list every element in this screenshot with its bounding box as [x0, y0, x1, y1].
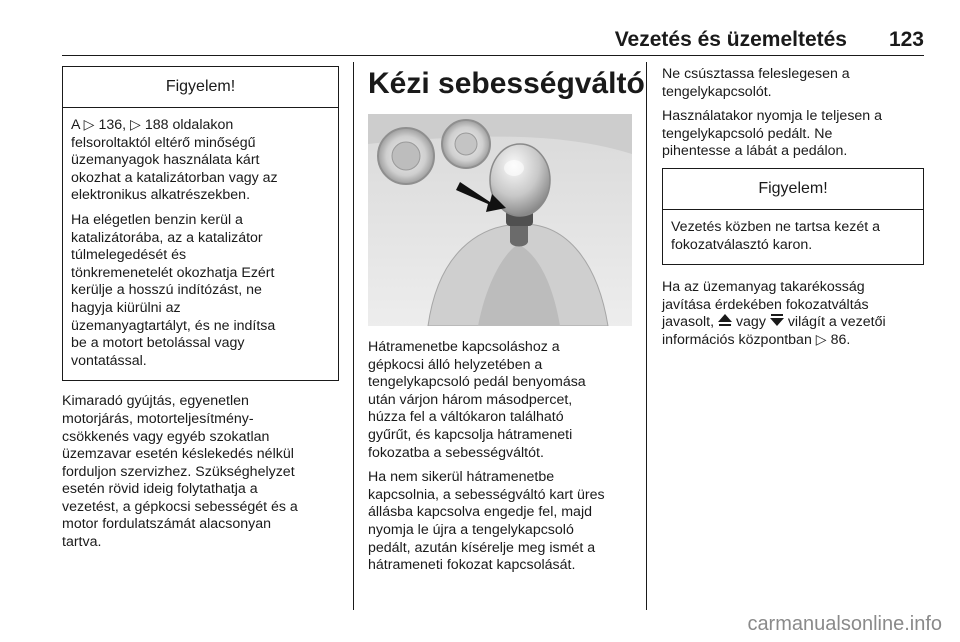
- body-paragraph-shift-indicator: [662, 279, 924, 349]
- text-fragment: vagy: [735, 314, 766, 331]
- text-line: vezetést, a gépkocsi sebességét és a: [62, 498, 298, 515]
- notice-box-selector: [662, 168, 924, 265]
- text-fragment: világít a vezetői: [787, 314, 886, 331]
- text-line: Ha elégetlen benzin kerül a: [71, 211, 243, 228]
- header-rule: [62, 55, 924, 56]
- body-paragraph-reverse: [368, 339, 636, 462]
- text-line: pedált, azután kísérelje meg ismét a: [368, 539, 596, 556]
- notice-paragraph: [671, 219, 915, 254]
- text-line: be a motort betolással vagy: [71, 335, 245, 352]
- text-line: húzza fel a váltókaron található: [368, 409, 564, 426]
- notice-title: Figyelem!: [63, 67, 338, 108]
- text-line: Hátramenetbe kapcsoláshoz a: [368, 339, 560, 355]
- text-line: [662, 314, 924, 332]
- text-line: tönkremenetelét okozhatja Ezért: [71, 264, 275, 281]
- text-line: okozhat a katalizátorban vagy az: [71, 169, 278, 186]
- text-line: fokozatválasztó karon.: [671, 236, 813, 253]
- text-line: Ne csúsztassa feleslegesen a: [662, 66, 850, 82]
- text-line: motor fordulatszámát alacsonyan: [62, 516, 271, 533]
- body-paragraph-pedal: [662, 108, 924, 161]
- page-number: 123: [888, 28, 924, 51]
- text-line: gyűrűt, és kapcsolja hátrameneti: [368, 426, 573, 443]
- right-column: [662, 66, 924, 357]
- page-header: [0, 0, 960, 62]
- notice-paragraph-1: [71, 117, 330, 205]
- text-line: nyomja le újra a tengelykapcsoló: [368, 521, 574, 538]
- text-line: üzemanyagok használata kárt: [71, 152, 260, 169]
- text-line: motorjárás, motorteljesítmény-: [62, 410, 254, 427]
- watermark: carmanualsonline.info: [747, 613, 942, 635]
- text-line: tartva.: [62, 534, 102, 551]
- text-line: Kimaradó gyújtás, egyenetlen: [62, 393, 249, 410]
- shift-up-icon: [718, 314, 732, 327]
- text-line: üzemzavar esetén késlekedés nélkül: [62, 446, 294, 463]
- text-line: elektronikus alkatrészekben.: [71, 187, 251, 204]
- text-line: üzemanyagtartályt, és ne indítsa: [71, 317, 276, 334]
- middle-column: [368, 339, 636, 582]
- text-line: tengelykapcsoló pedált. Ne: [662, 125, 833, 142]
- shift-down-icon: [770, 314, 784, 327]
- body-paragraph-clutch: [662, 66, 924, 101]
- text-line: esetén rövid ideig folytathatja a: [62, 481, 258, 498]
- text-line: információs központban ▷ 86.: [662, 331, 851, 348]
- notice-body: [63, 108, 338, 380]
- text-line: után várjon három másodpercet,: [368, 391, 573, 408]
- gear-shift-lever-image: [368, 114, 632, 326]
- text-line: javítása érdekében fokozatváltás: [662, 296, 869, 313]
- text-line: hagyja kiürülni az: [71, 299, 181, 316]
- text-line: csökkenés vagy egyéb szokatlan: [62, 428, 270, 445]
- notice-title: Figyelem!: [663, 169, 923, 210]
- section-heading: Kézi sebességváltó: [368, 67, 645, 100]
- left-column: [62, 66, 339, 559]
- text-line: vontatással.: [71, 352, 147, 369]
- text-line: kerülje a hosszú indítózást, ne: [71, 282, 262, 299]
- text-line: Vezetés közben ne tartsa kezét a: [671, 218, 881, 235]
- text-line: állásba kapcsolva engedje fel, majd: [368, 504, 592, 521]
- notice-paragraph-2: [71, 212, 330, 370]
- text-line: Használatakor nyomja le teljesen a: [662, 108, 883, 125]
- text-line: túlmelegedését és: [71, 247, 187, 264]
- text-line: tengelykapcsoló pedál benyomása: [368, 374, 586, 391]
- column-divider-left: [353, 62, 354, 610]
- text-line: Ha az üzemanyag takarékosság: [662, 279, 865, 296]
- text-line: felsoroltaktól eltérő minőségű: [71, 134, 256, 151]
- text-line: Ha nem sikerül hátramenetbe: [368, 469, 555, 486]
- body-paragraph-misfire: [62, 393, 339, 551]
- column-divider-right: [646, 62, 647, 610]
- text-line: pihentesse a lábát a pedálon.: [662, 143, 848, 160]
- notice-body: [663, 210, 923, 264]
- text-line: fokozatba a sebességváltót.: [368, 444, 544, 461]
- text-line: forduljon szervizhez. Szükséghelyzet: [62, 463, 295, 480]
- body-paragraph-retry: [368, 469, 636, 575]
- text-line: katalizátorába, az a katalizátor: [71, 229, 263, 246]
- text-fragment: javasolt,: [662, 314, 715, 331]
- section-title: Vezetés és üzemeltetés: [614, 28, 847, 51]
- text-line: gépkocsi álló helyzetében a: [368, 356, 543, 373]
- text-line: hátrameneti fokozat kapcsolását.: [368, 557, 576, 574]
- text-line: A ▷ 136, ▷ 188 oldalakon: [71, 117, 234, 133]
- notice-box-catalyst: [62, 66, 339, 381]
- text-line: kapcsolnia, a sebességváltó kart üres: [368, 486, 605, 503]
- text-line: tengelykapcsolót.: [662, 83, 772, 100]
